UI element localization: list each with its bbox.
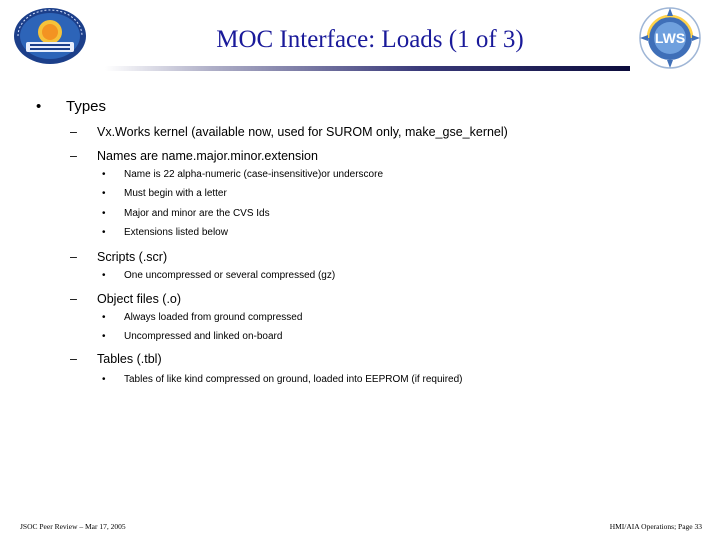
- bullet-dot-icon: •: [102, 169, 106, 180]
- slide-title: MOC Interface: Loads (1 of 3): [216, 26, 524, 53]
- detail-bullet-text: Name is 22 alpha-numeric (case-insensitive)or underscore: [124, 169, 383, 180]
- bullet-dot-icon: •: [102, 374, 106, 385]
- dash-icon: –: [70, 250, 77, 264]
- dash-icon: –: [70, 149, 77, 163]
- sub-bullet-text: Tables (.tbl): [97, 352, 162, 366]
- sub-bullet-text: Names are name.major.minor.extension: [97, 149, 318, 163]
- lws-logo-text: LWS: [654, 30, 686, 46]
- bullet-dot-icon: •: [102, 208, 106, 219]
- detail-bullet-text: Always loaded from ground compressed: [124, 312, 303, 323]
- bullet-dot-icon: •: [102, 188, 106, 199]
- lws-logo: [630, 2, 710, 74]
- title-rule: [105, 66, 630, 71]
- detail-bullet-text: Major and minor are the CVS Ids: [124, 208, 270, 219]
- sub-bullet-text: Object files (.o): [97, 292, 182, 306]
- detail-bullet-text: Must begin with a letter: [124, 188, 227, 199]
- dash-icon: –: [70, 292, 77, 306]
- dash-icon: –: [70, 352, 77, 366]
- main-bullet-text: Types: [66, 98, 107, 115]
- sub-bullet-text: Vx.Works kernel (available now, used for SUROM only, make_gse_kernel): [97, 125, 508, 139]
- dash-icon: –: [70, 125, 77, 139]
- sub-bullet-text: Scripts (.scr): [97, 250, 168, 264]
- bullet-dot-icon: •: [102, 270, 106, 281]
- detail-bullet-text: Uncompressed and linked on-board: [124, 331, 283, 342]
- footer-left: JSOC Peer Review – Mar 17, 2005: [20, 522, 126, 531]
- bullet-dot-icon: •: [102, 312, 106, 323]
- detail-bullet-text: Extensions listed below: [124, 227, 228, 238]
- detail-bullet-text: Tables of like kind compressed on ground, loaded into EEPROM (if required): [124, 374, 463, 385]
- bullet-dot-icon: •: [102, 331, 106, 342]
- footer-right: HMI/AIA Operations; Page 33: [609, 522, 702, 531]
- detail-bullet-text: One uncompressed or several compressed (gz): [124, 270, 336, 281]
- sdo-logo: [12, 6, 88, 66]
- bullet-dot-icon: •: [36, 98, 42, 115]
- bullet-dot-icon: •: [102, 227, 106, 238]
